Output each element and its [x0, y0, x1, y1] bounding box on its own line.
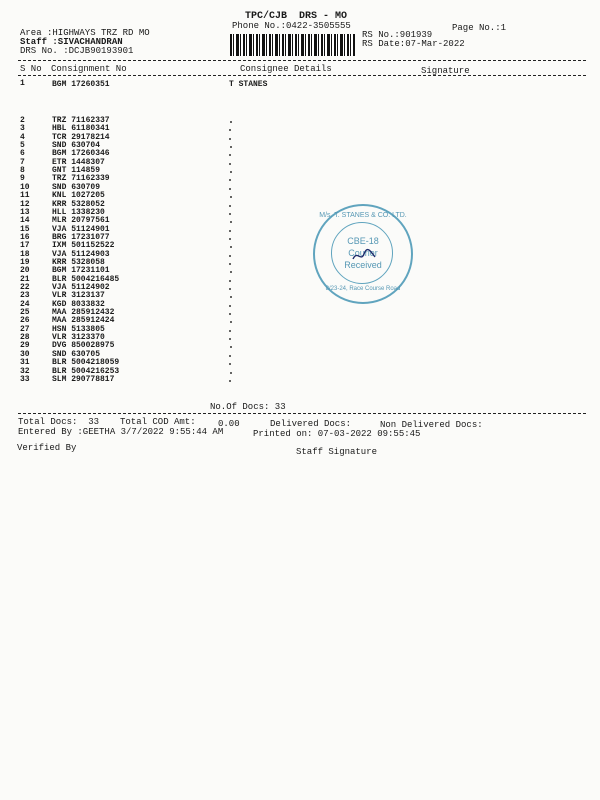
consignee-placeholder-dot [229, 179, 231, 181]
stamp-center-received: Received [344, 260, 382, 270]
row-sno: 33 [20, 374, 30, 384]
row-consignment-no: BGM 17231101 [52, 266, 110, 276]
consignee-placeholder-dot [229, 280, 231, 282]
stamp-center-code: CBE-18 [347, 236, 379, 246]
drs-number: DRS No. :DCJB90193901 [20, 46, 134, 56]
row-consignment-no: BLR 5004216485 [52, 274, 120, 284]
row-sno: 14 [20, 216, 30, 226]
row-sno: 3 [20, 124, 25, 134]
consignee-placeholder-dot [230, 372, 232, 374]
row-sno: 8 [20, 166, 25, 176]
row-consignment-no: SND 630709 [52, 182, 101, 192]
consignee-placeholder-dot [229, 330, 231, 332]
consignee-placeholder-dot [229, 129, 231, 131]
page-number: Page No.:1 [452, 23, 507, 33]
delivered-docs: Delivered Docs: [270, 419, 352, 429]
column-header-sno: S No [20, 64, 42, 74]
row-consignment-no: TRZ 71162337 [52, 116, 110, 125]
row-consignment-no: VLR 3123370 [52, 333, 105, 343]
stamp-bottom-text: 8/23-24, Race Course Road [325, 286, 401, 292]
row-consignment-no: KNL 1027205 [52, 191, 105, 201]
rs-date: RS Date:07-Mar-2022 [362, 39, 465, 49]
row-sno: 4 [20, 132, 25, 142]
row-consignment-no: KRR 5328058 [52, 257, 105, 267]
consignee-placeholder-dot [230, 346, 232, 348]
row-1-sno: 1 [20, 79, 25, 88]
row-sno: 26 [20, 316, 30, 326]
consignee-placeholder-dot [229, 363, 231, 365]
row-consignment-no: KGD 8033832 [52, 299, 105, 309]
no-of-docs: No.Of Docs: 33 [210, 402, 286, 412]
entered-by: Entered By :GEETHA 3/7/2022 9:55:44 AM [18, 427, 224, 437]
header-divider [18, 60, 586, 61]
document-title: TPC/CJB DRS - MO [245, 11, 348, 22]
row-sno: 24 [20, 299, 30, 309]
row-consignment-no: TRZ 71162339 [52, 174, 110, 184]
row-consignment-no: BLR 5004218059 [52, 358, 120, 368]
stamp-ring-text: M/s. T. STANES & CO. LTD. [319, 212, 407, 219]
barcode [230, 34, 355, 56]
row-consignment-no: VJA 51124903 [52, 249, 110, 259]
consignee-placeholder-dot [229, 255, 231, 257]
row-sno: 29 [20, 341, 30, 351]
row-sno: 23 [20, 291, 30, 301]
consignee-placeholder-dot [229, 355, 231, 357]
row-sno: 12 [20, 199, 30, 209]
phone-number: Phone No.:0422-3505555 [232, 21, 351, 31]
row-consignment-no: SND 630704 [52, 141, 101, 151]
row-consignment-no: HLL 1338230 [52, 207, 105, 217]
row-sno: 17 [20, 241, 30, 251]
row-1-consignment: BGM 17260351 [52, 80, 110, 89]
printed-on: Printed on: 07-03-2022 09:55:45 [253, 429, 421, 439]
rs-number: RS No.:901939 [362, 30, 433, 40]
row-consignment-no: MAA 285912424 [52, 316, 115, 326]
row-consignment-no: BGM 17260346 [52, 149, 110, 159]
column-header-consignee: Consignee Details [240, 64, 332, 74]
consignee-placeholder-dot [229, 213, 231, 215]
consignee-placeholder-dot [229, 288, 231, 290]
consignee-placeholder-dot [230, 196, 232, 198]
row-sno: 5 [20, 141, 25, 151]
row-sno: 18 [20, 249, 30, 259]
columns-divider [18, 75, 586, 76]
column-header-signature: Signature [421, 66, 470, 76]
row-consignment-no: HSN 5133805 [52, 324, 105, 334]
row-sno: 9 [20, 174, 25, 184]
row-sno: 15 [20, 224, 30, 234]
row-consignment-no: TCR 29178214 [52, 132, 110, 142]
staff-label: Staff :SIVACHANDRAN [20, 37, 123, 47]
row-consignment-no: ETR 1448307 [52, 157, 105, 167]
footer-divider [18, 413, 586, 414]
row-consignment-no: MLR 20797561 [52, 216, 110, 226]
row-sno: 25 [20, 308, 30, 318]
consignee-placeholder-dot [229, 138, 231, 140]
row-sno: 6 [20, 149, 25, 159]
row-sno: 30 [20, 349, 30, 359]
row-sno: 10 [20, 182, 30, 192]
consignee-placeholder-dot [229, 263, 231, 265]
non-delivered-docs: Non Delivered Docs: [380, 420, 483, 430]
consignee-placeholder-dot [230, 146, 232, 148]
consignee-placeholder-dot [230, 171, 232, 173]
consignee-placeholder-dot [230, 246, 232, 248]
row-consignment-no: SLM 290778817 [52, 374, 115, 384]
row-sno: 28 [20, 333, 30, 343]
consignee-placeholder-dot [229, 154, 231, 156]
row-sno: 31 [20, 358, 30, 368]
consignee-placeholder-dot [230, 121, 232, 123]
stamp-center-courier: Courier [348, 248, 378, 258]
row-sno: 16 [20, 232, 30, 242]
consignee-placeholder-dot [229, 205, 231, 207]
row-consignment-no: BRG 17231077 [52, 232, 110, 242]
row-consignment-no: HBL 61180341 [52, 124, 110, 134]
row-consignment-no: VJA 51124901 [52, 224, 110, 234]
row-sno: 2 [20, 116, 25, 125]
row-consignment-no: VJA 51124902 [52, 283, 110, 292]
consignee-placeholder-dot [230, 296, 232, 298]
staff-signature: Staff Signature [296, 447, 378, 457]
consignee-placeholder-dot [229, 163, 231, 165]
row-consignment-no: SND 630705 [52, 349, 101, 359]
row-consignment-no: KRR 5328052 [52, 199, 105, 209]
column-header-consignment: Consignment No [51, 64, 127, 74]
total-docs: Total Docs: 33 [18, 417, 100, 427]
row-sno: 13 [20, 207, 30, 217]
total-cod-label: Total COD Amt: [120, 417, 196, 427]
row-consignment-no: BLR 5004216253 [52, 366, 120, 376]
total-cod-value: 0.00 [218, 419, 240, 429]
consignee-placeholder-dot [229, 230, 231, 232]
consignee-placeholder-dot [229, 238, 231, 240]
row-consignment-no: DVG 850028975 [52, 341, 115, 351]
row-sno: 11 [20, 191, 30, 201]
row-sno: 7 [20, 157, 25, 167]
row-sno: 19 [20, 257, 30, 267]
area-label: Area :HIGHWAYS TRZ RD MO [20, 28, 150, 38]
row-sno: 20 [20, 266, 30, 276]
row-1-consignee: T STANES [229, 80, 268, 89]
consignee-placeholder-dot [229, 338, 231, 340]
row-sno: 22 [20, 283, 30, 292]
consignee-placeholder-dot [229, 305, 231, 307]
consignee-placeholder-dot [230, 271, 232, 273]
consignee-placeholder-dot [230, 321, 232, 323]
row-consignment-no: IXM 501152522 [52, 241, 115, 251]
consignee-placeholder-dot [230, 221, 232, 223]
row-consignment-no: GNT 114859 [52, 166, 101, 176]
row-consignment-no: MAA 285912432 [52, 308, 115, 318]
consignee-placeholder-dot [229, 188, 231, 190]
row-sno: 32 [20, 366, 30, 376]
verified-by: Verified By [17, 443, 77, 453]
signature-scribble [352, 248, 376, 262]
row-sno: 21 [20, 274, 30, 284]
consignee-placeholder-dot [229, 313, 231, 315]
row-consignment-no: VLR 3123137 [52, 291, 105, 301]
consignee-placeholder-dot [229, 380, 231, 382]
row-sno: 27 [20, 324, 30, 334]
